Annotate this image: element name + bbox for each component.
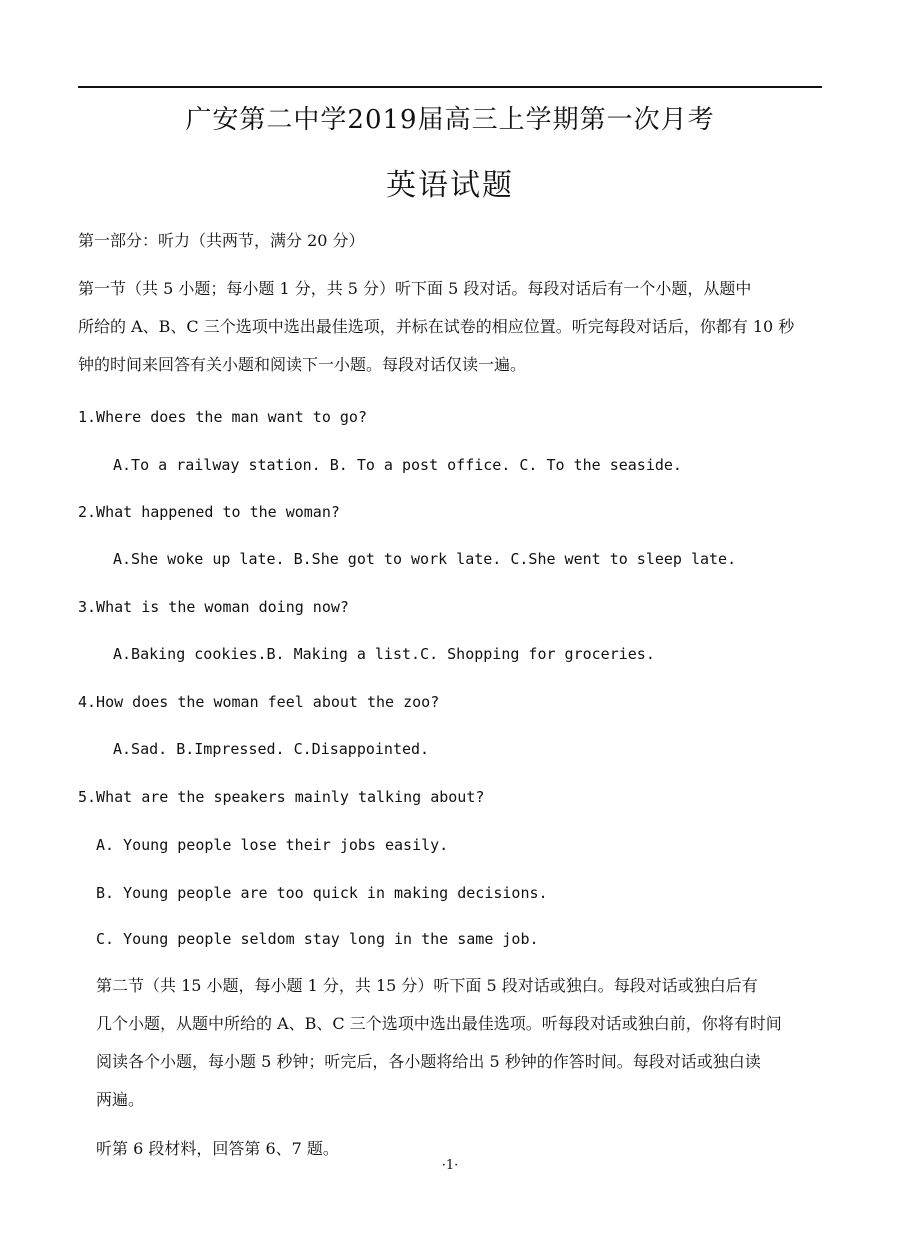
section2-line: 两遍。 [96, 1090, 145, 1109]
section1-instructions [78, 270, 794, 384]
section2-line: 阅读各个小题，每小题 5 秒钟；听完后，各小题将给出 5 秒钟的作答时间。每段对话或独白读 [96, 1052, 761, 1071]
section2-instructions [96, 967, 782, 1119]
question-1: 1.Where does the man want to go? [78, 408, 367, 426]
question-5: 5.What are the speakers mainly talking about? [78, 788, 485, 806]
question-5-option-a: A. Young people lose their jobs easily. [96, 836, 449, 854]
listening-instruction: 听第 6 段材料，回答第 6、7 题。 [96, 1139, 339, 1158]
question-4: 4.How does the woman feel about the zoo? [78, 693, 440, 711]
page-number: ·1· [441, 1158, 459, 1173]
question-2-options: A.She woke up late. B.She got to work late. C.She went to sleep late. [113, 550, 737, 568]
section2-line: 几个小题，从题中所给的 A、B、C 三个选项中选出最佳选项。听每段对话或独白前，你将有时间 [96, 1014, 782, 1033]
question-1-options: A.To a railway station. B. To a post office. C. To the seaside. [113, 456, 682, 474]
question-4-options: A.Sad. B.Impressed. C.Disappointed. [113, 740, 430, 758]
part1-heading: 第一部分：听力（共两节，满分 20 分） [78, 231, 365, 250]
section1-line: 第一节（共 5 小题；每小题 1 分，共 5 分）听下面 5 段对话。每段对话后有一个小题，从题中 [78, 279, 752, 298]
question-2: 2.What happened to the woman? [78, 503, 340, 521]
exam-title: 广安第二中学2019届高三上学期第一次月考 [185, 105, 715, 135]
question-3: 3.What is the woman doing now? [78, 598, 349, 616]
question-3-options: A.Baking cookies.B. Making a list.C. Shopping for groceries. [113, 645, 655, 663]
question-5-option-c: C. Young people seldom stay long in the same job. [96, 930, 539, 948]
section1-line: 钟的时间来回答有关小题和阅读下一小题。每段对话仅读一遍。 [78, 355, 527, 374]
section2-line: 第二节（共 15 小题，每小题 1 分，共 15 分）听下面 5 段对话或独白。每段对话或独白后有 [96, 976, 758, 995]
header-rule [78, 86, 822, 88]
section1-line: 所给的 A、B、C 三个选项中选出最佳选项，并标在试卷的相应位置。听完每段对话后，你都有 10 秒 [78, 317, 795, 336]
exam-subtitle: 英语试题 [386, 168, 514, 203]
question-5-option-b: B. Young people are too quick in making decisions. [96, 884, 548, 902]
